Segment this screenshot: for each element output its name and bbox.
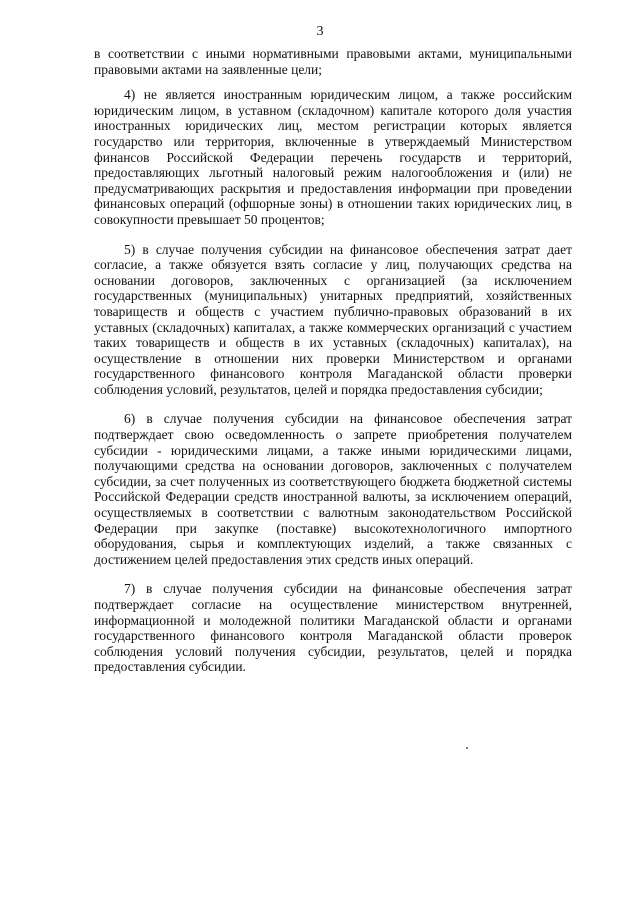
scan-speck bbox=[466, 747, 468, 749]
paragraph-item-4: 4) не является иностранным юридическим лицом, а также российским юридическим лицом, в уставном (складочном) капитале которого доля участия иностранных юридических лиц, местом регистрации которых является государство или территория, включенные в утверждаемый Министерством финансов Российской Федерации перечень государств и территорий, предоставляющих льготный налоговый режим налогообложения и (или) не предусматривающих раскрытия и предоставления информации при проведении финансовых операций (офшорные зоны) в отношении таких юридических лиц, в совокупности превышает 50 процентов; bbox=[94, 87, 572, 227]
paragraph-item-6: 6) в случае получения субсидии на финансовое обеспечения затрат подтверждает свою осведомленность о запрете приобретения получателем субсидии - юридическими лицами, а также иными юридическими лицами, получающими средства на основании договоров, заключенных с получателем субсидии, за счет полученных из соответствующего бюджета бюджетной системы Российской Федерации средств иностранной валюты, за исключением операций, осуществляемых в соответствии с валютным законодательством Российской Федерации при закупке (поставке) высокотехнологичного импортного оборудования, сырья и комплектующих изделий, а также связанных с достижением целей предоставления этих средств иных операций. bbox=[94, 411, 572, 567]
document-body bbox=[94, 46, 572, 675]
paragraph-continuation: в соответствии с иными нормативными правовыми актами, муниципальными правовыми актами на заявленные цели; bbox=[94, 46, 572, 77]
paragraph-item-5: 5) в случае получения субсидии на финансовое обеспечения затрат дает согласие, а также обязуется взять согласие у лиц, получающих средства на основании договоров, заключенных с организацией (за исключением государственных (муниципальных) унитарных предприятий, хозяйственных товариществ и обществ с участием публично-правовых образований в их уставных (складочных) капиталах, а также коммерческих организаций с участием таких товариществ и обществ в их уставных (складочных) капиталах), на осуществление в отношении них проверки Министерством и органами государственного финансового контроля Магаданской области проверки соблюдения условий, результатов, целей и порядка предоставления субсидии; bbox=[94, 241, 572, 397]
paragraph-item-7: 7) в случае получения субсидии на финансовые обеспечения затрат подтверждает согласие на осуществление министерством внутренней, информационной и молодежной политики Магаданской области и органами государственного финансового контроля Магаданской области проверок соблюдения условий получения субсидии, результатов, целей и порядка предоставления субсидии. bbox=[94, 581, 572, 675]
page-number: 3 bbox=[316, 24, 324, 39]
